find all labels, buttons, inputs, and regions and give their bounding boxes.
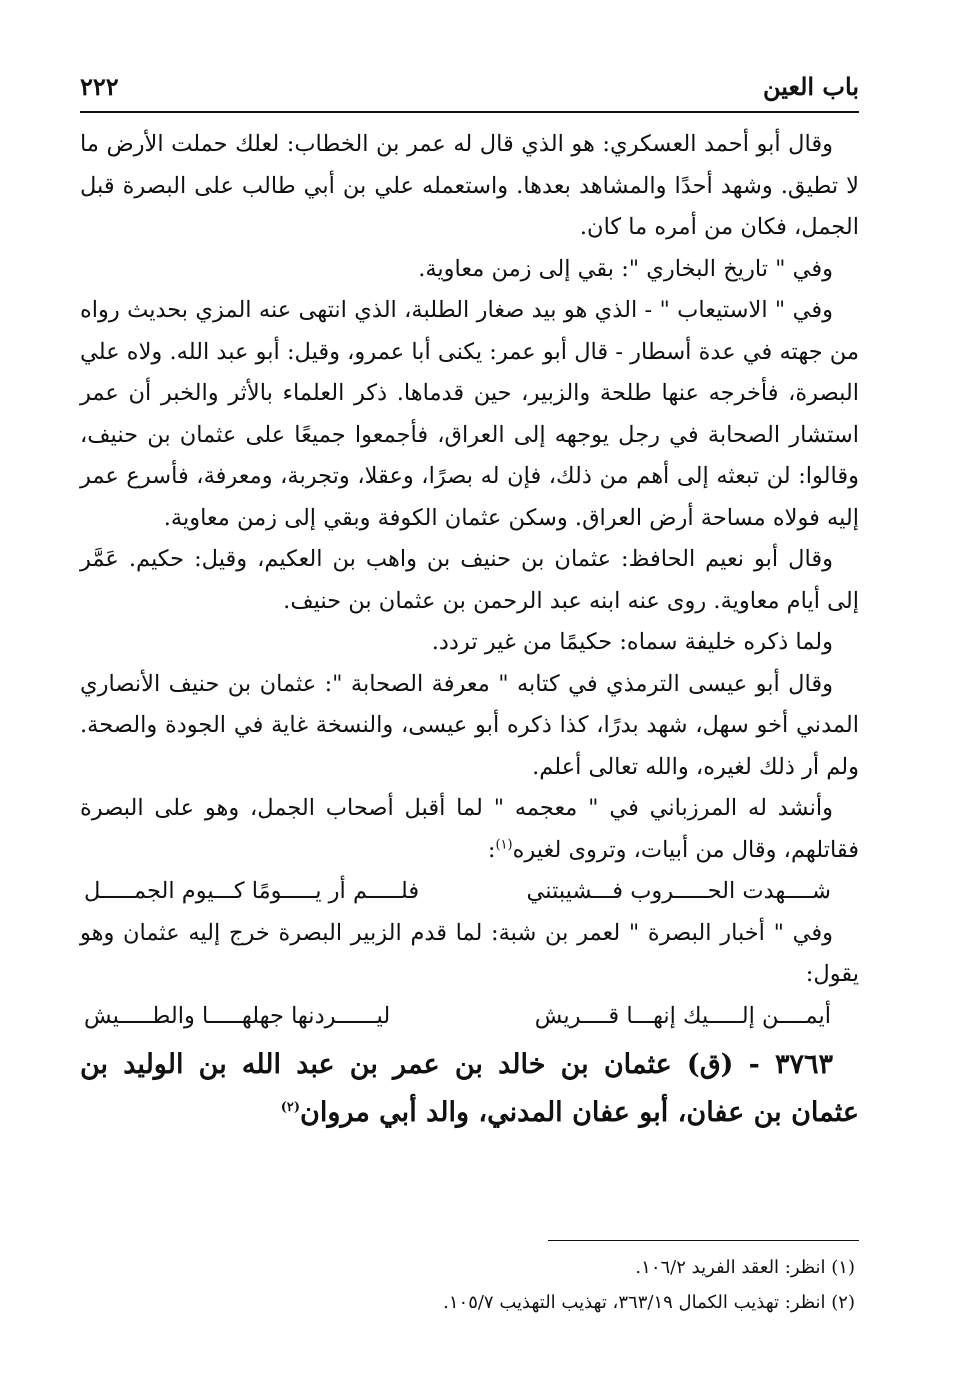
paragraph-askari: وقال أبو أحمد العسكري: هو الذي قال له عمر بن الخطاب: لعلك حملت الأرض ما لا تطيق. وشهد أحدًا والمشاهد بعدها. واستعمله علي بن أبي طالب على البصرة قبل الجمل، فكان من أمره ما كان. [80, 131, 859, 240]
header-rule [80, 111, 859, 113]
footnote-2: (٢) انظر: تهذيب الكمال ٣٦٣/١٩، تهذيب التهذيب ١٠٥/٧. [443, 1292, 855, 1313]
poem-verse-2 [80, 996, 859, 1038]
paragraph-tirmidhi: وقال أبو عيسى الترمذي في كتابه " معرفة الصحابة ": عثمان بن حنيف الأنصاري المدني أخو سهل، شهد بدرًا، كذا ذكره أبو عيسى، والنسخة غاية في الجودة والصحة. ولم أر ذلك لغيره، والله تعالى أعلم. [80, 670, 859, 780]
main-text [80, 124, 859, 1137]
page-header [80, 70, 859, 110]
running-title: باب العين [762, 72, 859, 101]
verse-1-second-hemistich: فلـــــم أر يـــــومًا كـــيوم الجمـــــل [84, 878, 420, 904]
footnote-divider [548, 1240, 859, 1241]
footnote-1: (١) انظر: العقد الفريد ١٠٦/٢. [635, 1257, 855, 1278]
paragraph-marzubani: وأنشد له المرزباني في " معجمه " لما أقبل أصحاب الجمل، وهو على البصرة فقاتلهم، وقال من أبيات، وتروى لغيره$^{(١)}$: [80, 795, 859, 863]
entry-heading [80, 1041, 859, 1137]
footnote-ref-2[interactable]: (٢) [280, 1100, 301, 1115]
verse-2-second-hemistich: ليــــــردنها جهلهـــــا والطـــــيش [84, 1002, 391, 1029]
paragraph-akhbar-basra: وفي " أخبار البصرة " لعمر بن شبة: لما قدم الزبير البصرة خرج إليه عثمان وهو يقول: [80, 919, 859, 987]
page-number: ٢٢٢ [80, 72, 119, 101]
verse-1-first-hemistich: شــــهدت الحـــــروب فـــشيبتني [526, 878, 831, 904]
footnotes [80, 1250, 855, 1320]
paragraph-marzubani-text: وأنشد له المرزباني في " معجمه " لما أقبل أصحاب الجمل، وهو على البصرة فقاتلهم، وقال من أبيات، وتروى لغيره [80, 795, 859, 863]
verse-2-first-hemistich: أيمــــن إلـــــيك إنهـــا قــــريش [534, 1002, 831, 1029]
paragraph-abu-nuaym: وقال أبو نعيم الحافظ: عثمان بن حنيف بن واهب بن العكيم، وقيل: حكيم. عَمَّر إلى أيام معاوية. روى عنه ابنه عبد الرحمن بن عثمان بن حنيف. [80, 546, 859, 614]
paragraph-istiab: وفي " الاستيعاب " - الذي هو بيد صغار الطلبة، الذي انتهى عنه المزي بحديث رواه من جهته في عدة أسطار - قال أبو عمر: يكنى أبا عمرو، وقيل: أبو عبد الله. ولاه علي البصرة، فأخرجه عنها طلحة والزبير، حين قدماها. ذكر العلماء بالأثر والخبر أن عمر استشار الصحابة في رجل يوجهه إلى العراق، فأجمعوا جميعًا على عثمان بن حنيف، وقالوا: لن تبعثه إلى أهم من ذلك، فإن له بصرًا، وعقلا، وتجربة، ومعرفة، فأسرع عمر إليه فولاه مساحة أرض العراق. وسكن عثمان الكوفة وبقي إلى زمن معاوية. [80, 297, 859, 531]
poem-verse-1 [80, 871, 859, 913]
footnote-ref-1[interactable]: (١) [495, 837, 513, 852]
paragraph-bukhari: وفي " تاريخ البخاري ": بقي إلى زمن معاوية. [418, 255, 833, 282]
entry-heading-text: ٣٧٦٣ - (ق) عثمان بن خالد بن عمر بن عبد الله بن الوليد بن عثمان بن عفان، أبو عفان المدني، والد أبي مروان [80, 1049, 859, 1128]
paragraph-khalifa: ولما ذكره خليفة سماه: حكيمًا من غير تردد. [431, 629, 833, 655]
